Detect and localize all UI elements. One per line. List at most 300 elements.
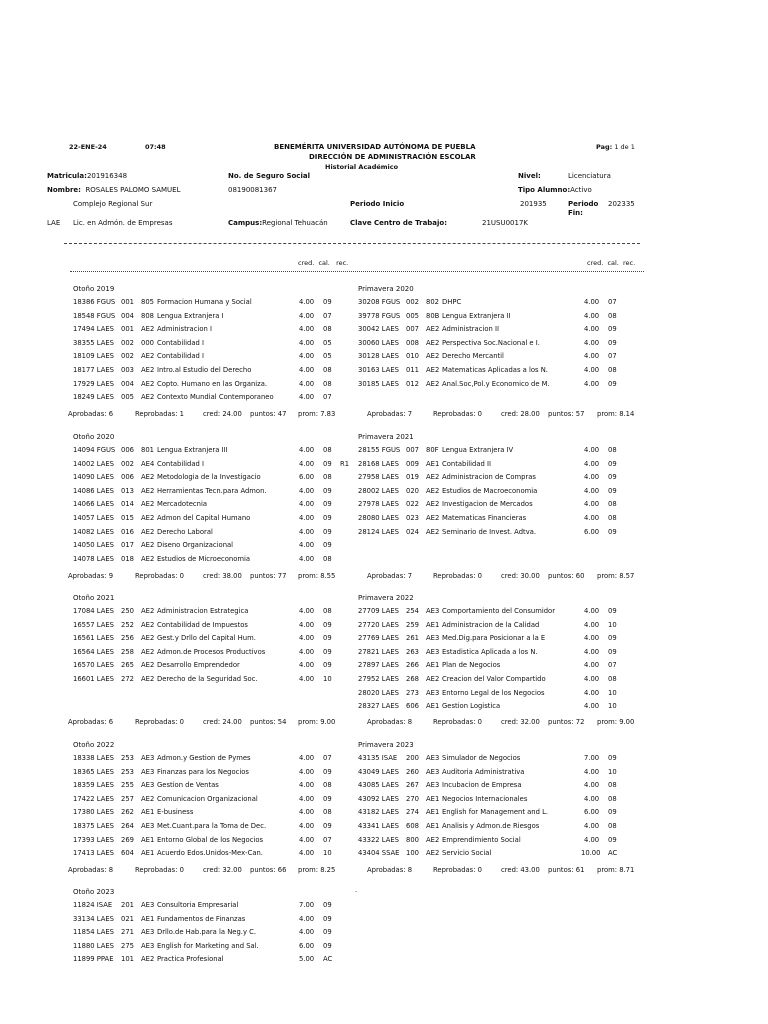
col-header-left: cred. cal. rec. (298, 259, 349, 267)
course-grade: 07 (323, 393, 332, 402)
course-name: Contabilidad I (157, 459, 204, 468)
course-name: Contexto Mundial Contemporaneo (157, 393, 274, 402)
course-credits: 4.00 (584, 767, 600, 776)
summary-cred: cred: 24.00 (203, 718, 242, 726)
summary-aprobadas: Aprobadas: 8 (367, 718, 413, 726)
course-credits: 4.00 (299, 647, 315, 656)
course-nrc: 30128 LAES (358, 352, 399, 361)
course-credits: 4.00 (584, 647, 600, 656)
course-name: Desarrollo Emprendedor (157, 661, 240, 670)
course-name: Comportamiento del Consumidor (442, 607, 555, 615)
course-credits: 4.00 (299, 352, 315, 361)
course-nrc: 16570 LAES (73, 661, 114, 670)
semester-title: Otoño 2022 (73, 741, 115, 749)
course-grade: 09 (323, 901, 332, 909)
summary-puntos: puntos: 66 (250, 866, 287, 874)
course-name: Estadistica Aplicada a los N. (442, 647, 538, 656)
course-credits: 4.00 (299, 379, 315, 388)
course-num: 259 (406, 620, 419, 629)
divider-top (64, 243, 640, 244)
document-title: Historial Académico (325, 163, 399, 171)
course-area: AE2 (141, 607, 155, 615)
course-nrc: 17380 LAES (73, 808, 114, 817)
course-area: 80B (426, 311, 440, 320)
course-grade: 09 (323, 928, 332, 937)
course-credits: 4.00 (584, 366, 600, 374)
course-name: Plan de Negocios (442, 661, 501, 670)
course-area: AE2 (426, 486, 440, 495)
course-area: AE2 (141, 634, 155, 643)
course-nrc: 28002 LAES (358, 486, 399, 495)
semester-title: Primavera 2022 (358, 594, 414, 602)
department-name: DIRECCIÓN DE ADMINISTRACIÓN ESCOLAR (309, 153, 476, 161)
course-name: Lengua Extranjera III (157, 446, 228, 454)
course-grade: 09 (323, 459, 332, 468)
course-name: Auditoria Administrativa (442, 767, 525, 776)
summary-prom: prom: 7.83 (298, 410, 336, 418)
course-grade: 09 (323, 822, 332, 830)
course-name: Comunicacion Organizacional (157, 794, 258, 803)
nss-value: 08190081367 (228, 186, 277, 194)
summary-prom: prom: 8.25 (298, 866, 336, 874)
course-area: AE2 (141, 794, 155, 803)
course-nrc: 18375 LAES (73, 822, 114, 830)
course-area: AE2 (141, 554, 155, 563)
course-nrc: 18548 FGUS (73, 311, 116, 320)
course-area: AE1 (141, 835, 155, 844)
course-num: 275 (121, 941, 134, 950)
course-grade: 07 (323, 311, 332, 320)
course-grade: 10 (323, 675, 332, 683)
course-nrc: 14094 FGUS (73, 446, 116, 454)
course-nrc: 11824 ISAE (73, 901, 113, 909)
summary-reprobadas: Reprobadas: 0 (135, 718, 184, 726)
course-nrc: 43404 SSAE (358, 849, 400, 858)
course-grade: 09 (608, 527, 617, 536)
course-area: AE2 (426, 473, 440, 482)
course-area: AE3 (141, 781, 155, 790)
course-area: AE3 (141, 941, 155, 950)
course-credits: 4.00 (299, 554, 315, 563)
semester-title: Otoño 2023 (73, 888, 115, 896)
summary-puntos: puntos: 54 (250, 718, 287, 726)
course-num: 023 (406, 514, 419, 522)
course-num: 608 (406, 822, 419, 830)
course-nrc: 16601 LAES (73, 675, 114, 683)
course-credits: 4.00 (299, 541, 315, 550)
course-area: AE3 (141, 928, 155, 937)
course-nrc: 30208 FGUS (358, 298, 401, 306)
course-num: 001 (121, 325, 134, 334)
course-area: AE2 (426, 835, 440, 844)
course-grade: 05 (323, 352, 332, 361)
course-name: Administracion de la Calidad (442, 620, 540, 629)
course-area: AE2 (141, 379, 155, 388)
course-area: 801 (141, 446, 154, 454)
course-credits: 6.00 (299, 473, 315, 482)
course-num: 016 (121, 527, 134, 536)
course-credits: 4.00 (584, 311, 600, 320)
course-credits: 4.00 (584, 822, 600, 830)
course-nrc: 27821 LAES (358, 647, 399, 656)
course-grade: 10 (608, 620, 617, 629)
course-num: 271 (121, 928, 134, 937)
course-area: AE2 (141, 661, 155, 670)
course-nrc: 43341 LAES (358, 822, 399, 830)
course-credits: 4.00 (299, 500, 315, 509)
course-area: AE3 (426, 647, 440, 656)
divider-header (70, 271, 644, 272)
course-num: 008 (406, 338, 419, 347)
course-num: 006 (121, 446, 134, 454)
course-grade: 10 (323, 849, 332, 858)
course-num: 252 (121, 620, 134, 629)
course-credits: 4.00 (584, 298, 600, 306)
course-grade: AC (323, 955, 333, 964)
course-credits: 4.00 (299, 366, 315, 374)
course-area: AE2 (141, 486, 155, 495)
course-area: AE2 (141, 352, 155, 361)
course-credits: 4.00 (584, 352, 600, 361)
course-name: Investigacion de Mercados (442, 500, 533, 509)
course-num: 012 (406, 379, 419, 388)
course-area: AE2 (426, 379, 440, 388)
course-grade: 07 (608, 661, 617, 670)
course-name: Derecho Laboral (157, 527, 213, 536)
course-name: Simulador de Negocios (442, 754, 521, 762)
course-credits: 4.00 (299, 620, 315, 629)
nivel-label: Nivel: (518, 172, 541, 180)
course-nrc: 43049 LAES (358, 767, 399, 776)
course-nrc: 30060 LAES (358, 338, 399, 347)
course-num: 007 (406, 325, 419, 334)
course-credits: 4.00 (299, 822, 315, 830)
course-num: 101 (121, 955, 134, 964)
course-grade: 10 (608, 767, 617, 776)
semester-title: Primavera 2023 (358, 741, 414, 749)
summary-prom: prom: 8.71 (597, 866, 635, 874)
course-nrc: 27958 LAES (358, 473, 399, 482)
course-credits: 4.00 (584, 486, 600, 495)
course-name: Contabilidad I (157, 352, 204, 361)
course-name: Administracion II (442, 325, 499, 334)
course-name: Administracion Estrategica (157, 607, 249, 615)
course-credits: 5.00 (299, 955, 315, 964)
course-grade: 08 (323, 366, 332, 374)
course-name: Incubacion de Empresa (442, 781, 522, 790)
course-name: Derecho de la Seguridad Soc. (157, 675, 258, 683)
course-nrc: 14050 LAES (73, 541, 114, 550)
course-area: AE2 (426, 366, 440, 374)
course-num: 005 (406, 311, 419, 320)
course-grade: 09 (608, 338, 617, 347)
course-grade: 09 (323, 500, 332, 509)
course-name: Consultoria Empresarial (157, 901, 239, 909)
course-nrc: 18386 FGUS (73, 298, 116, 306)
summary-aprobadas: Aprobadas: 8 (68, 866, 114, 874)
course-num: 002 (406, 298, 419, 306)
course-area: AE2 (426, 849, 440, 858)
course-name: Copto. Humano en las Organiza. (157, 379, 268, 388)
course-name: Herramientas Tecn.para Admon. (157, 486, 267, 495)
course-grade: 08 (608, 794, 617, 803)
course-credits: 4.00 (584, 459, 600, 468)
course-credits: 4.00 (584, 620, 600, 629)
course-nrc: 43322 LAES (358, 835, 399, 844)
summary-reprobadas: Reprobadas: 0 (433, 866, 482, 874)
nombre: Nombre: ROSALES PALOMO SAMUEL (47, 186, 181, 194)
course-area: AE1 (426, 661, 440, 670)
course-area: 808 (141, 311, 154, 320)
course-nrc: 27769 LAES (358, 634, 399, 643)
tipo-alumno: Tipo Alumno:Activo (518, 186, 592, 194)
course-name: Entorno Legal de los Negocios (442, 688, 545, 697)
summary-aprobadas: Aprobadas: 7 (367, 572, 413, 580)
course-grade: 08 (323, 325, 332, 334)
course-nrc: 17413 LAES (73, 849, 114, 858)
course-rec: R1 (340, 459, 350, 468)
summary-cred: cred: 30.00 (501, 572, 540, 580)
course-credits: 4.00 (299, 311, 315, 320)
course-name: Estudios de Macroeconomia (442, 486, 538, 495)
course-grade: 09 (323, 298, 332, 306)
periodo-fin-value: 202335 (608, 200, 635, 208)
course-name: Entorno Global de los Negocios (157, 835, 264, 844)
course-name: Estudios de Microeconomia (157, 554, 251, 563)
course-area: AE3 (426, 634, 440, 643)
course-nrc: 18365 LAES (73, 767, 114, 776)
course-grade: 09 (323, 541, 332, 550)
course-credits: 4.00 (299, 808, 315, 817)
course-area: AE1 (141, 849, 155, 858)
course-credits: 6.00 (584, 808, 600, 817)
semester-title: Primavera 2020 (358, 285, 414, 293)
course-area: AE2 (141, 500, 155, 509)
course-grade: 07 (323, 754, 332, 762)
course-nrc: 27952 LAES (358, 675, 399, 683)
course-grade: 08 (608, 781, 617, 790)
course-area: AE2 (141, 620, 155, 629)
course-nrc: 16561 LAES (73, 634, 114, 643)
course-num: 014 (121, 500, 134, 509)
summary-aprobadas: Aprobadas: 6 (68, 410, 114, 418)
course-name: Matematicas Financieras (442, 514, 527, 522)
course-grade: 09 (608, 325, 617, 334)
course-grade: 08 (323, 781, 332, 790)
course-area: AE2 (141, 647, 155, 656)
university-name: BENEMÉRITA UNIVERSIDAD AUTÓNOMA DE PUEBLA (274, 143, 476, 151)
course-name: Admon.de Procesos Productivos (157, 647, 266, 656)
course-name: English for Marketing and Sal. (157, 941, 259, 950)
course-name: E-business (157, 808, 194, 817)
nivel-value: Licenciatura (568, 172, 611, 180)
course-area: AE1 (426, 794, 440, 803)
course-credits: 4.00 (584, 500, 600, 509)
semester-title: Otoño 2020 (73, 433, 115, 441)
course-area: AE3 (426, 781, 440, 790)
course-num: 007 (406, 446, 419, 454)
course-credits: 4.00 (299, 781, 315, 790)
summary-prom: prom: 9.00 (597, 718, 635, 726)
summary-cred: cred: 32.00 (203, 866, 242, 874)
course-nrc: 30185 LAES (358, 379, 399, 388)
summary-prom: prom: 9.00 (298, 718, 336, 726)
course-credits: 4.00 (584, 446, 600, 454)
course-num: 257 (121, 794, 134, 803)
course-nrc: 28080 LAES (358, 514, 399, 522)
course-num: 201 (121, 901, 134, 909)
course-nrc: 33134 LAES (73, 914, 114, 923)
course-credits: 4.00 (299, 325, 315, 334)
course-grade: 08 (323, 379, 332, 388)
course-grade: AC (608, 849, 618, 858)
course-nrc: 27720 LAES (358, 620, 399, 629)
course-num: 263 (406, 647, 419, 656)
course-num: 254 (406, 607, 419, 615)
course-nrc: 28020 LAES (358, 688, 399, 697)
course-area: AE2 (426, 514, 440, 522)
summary-reprobadas: Reprobadas: 0 (135, 572, 184, 580)
course-num: 265 (121, 661, 134, 670)
course-credits: 4.00 (299, 914, 315, 923)
course-area: AE2 (141, 675, 155, 683)
course-nrc: 14066 LAES (73, 500, 114, 509)
course-nrc: 27897 LAES (358, 661, 399, 670)
course-nrc: 14057 LAES (73, 514, 114, 522)
summary-reprobadas: Reprobadas: 0 (433, 410, 482, 418)
course-grade: 09 (323, 914, 332, 923)
course-area: AE3 (426, 767, 440, 776)
course-name: Gestion Logistica (442, 702, 501, 711)
clave-label: Clave Centro de Trabajo: (350, 219, 448, 227)
course-num: 267 (406, 781, 419, 790)
matricula: Matricula:201916348 (47, 172, 128, 180)
course-credits: 4.00 (584, 607, 600, 615)
course-area: AE3 (141, 754, 155, 762)
course-grade: 09 (323, 767, 332, 776)
course-credits: 4.00 (299, 514, 315, 522)
course-num: 001 (121, 298, 134, 306)
course-grade: 08 (608, 500, 617, 509)
course-area: AE2 (426, 338, 440, 347)
course-nrc: 18359 LAES (73, 781, 114, 790)
course-credits: 4.00 (584, 781, 600, 790)
course-name: Creacion del Valor Compartido (442, 675, 546, 683)
summary-cred: cred: 38.00 (203, 572, 242, 580)
course-grade: 08 (608, 675, 617, 683)
course-credits: 4.00 (584, 688, 600, 697)
periodo-inicio-label: Periodo Inicio (350, 200, 405, 208)
course-grade: 07 (608, 352, 617, 361)
course-credits: 4.00 (299, 459, 315, 468)
course-num: 024 (406, 527, 419, 536)
course-name: Administracion I (157, 325, 212, 334)
course-num: 002 (121, 352, 134, 361)
course-num: 256 (121, 634, 134, 643)
programa-name: Lic. en Admón. de Empresas (73, 219, 173, 227)
course-nrc: 28124 LAES (358, 527, 399, 536)
course-credits: 4.00 (299, 446, 315, 454)
course-name: DHPC (442, 298, 462, 306)
course-grade: 09 (608, 486, 617, 495)
course-num: 606 (406, 702, 419, 711)
course-credits: 4.00 (584, 338, 600, 347)
course-num: 258 (121, 647, 134, 656)
course-num: 269 (121, 835, 134, 844)
course-name: Formacion Humana y Social (157, 298, 252, 306)
course-name: Lengua Extranjera I (157, 311, 224, 320)
course-grade: 09 (323, 941, 332, 950)
course-area: AE2 (141, 473, 155, 482)
course-name: Practica Profesional (157, 955, 224, 964)
print-time: 07:48 (145, 143, 166, 151)
course-num: 800 (406, 835, 419, 844)
course-area: AE2 (141, 527, 155, 536)
course-nrc: 16557 LAES (73, 620, 114, 629)
course-grade: 08 (323, 607, 332, 615)
course-nrc: 27709 LAES (358, 607, 399, 615)
complejo: Complejo Regional Sur (73, 200, 153, 208)
course-name: Lengua Extranjera IV (442, 446, 514, 454)
course-num: 013 (121, 486, 134, 495)
course-grade: 08 (323, 473, 332, 482)
course-name: Perspectiva Soc.Nacional e I. (442, 338, 540, 347)
course-area: AE2 (426, 527, 440, 536)
course-num: 264 (121, 822, 134, 830)
course-nrc: 43135 ISAE (358, 754, 398, 762)
course-num: 004 (121, 311, 134, 320)
course-num: 253 (121, 767, 134, 776)
course-grade: 09 (608, 808, 617, 817)
course-grade: 09 (323, 661, 332, 670)
summary-reprobadas: Reprobadas: 0 (433, 572, 482, 580)
course-num: 020 (406, 486, 419, 495)
course-name: Gest.y Drllo del Capital Hum. (157, 634, 256, 643)
course-nrc: 18109 LAES (73, 352, 114, 361)
course-credits: 4.00 (299, 928, 315, 937)
course-name: Admon del Capital Humano (157, 514, 251, 522)
course-credits: 4.00 (299, 835, 315, 844)
course-name: Fundamentos de Finanzas (157, 914, 246, 923)
course-num: 019 (406, 473, 419, 482)
course-grade: 09 (608, 473, 617, 482)
course-nrc: 18177 LAES (73, 366, 114, 374)
course-area: 80F (426, 446, 439, 454)
course-num: 100 (406, 849, 419, 858)
course-area: AE1 (141, 914, 155, 923)
course-grade: 09 (608, 379, 617, 388)
clave-value: 21USU0017K (482, 219, 529, 227)
course-nrc: 17494 LAES (73, 325, 114, 334)
course-name: Lengua Extranjera II (442, 311, 511, 320)
course-name: Matematicas Aplicadas a los N. (442, 366, 548, 374)
summary-puntos: puntos: 61 (548, 866, 585, 874)
course-area: AE2 (426, 352, 440, 361)
campus: Campus:Regional Tehuacán (228, 219, 328, 227)
course-grade: 08 (608, 822, 617, 830)
course-name: Servicio Social (442, 849, 492, 858)
course-name: Seminario de Invest. Adtva. (442, 527, 537, 536)
course-area: AE3 (141, 822, 155, 830)
print-date: 22-ENE-24 (69, 143, 107, 151)
course-nrc: 17393 LAES (73, 835, 114, 844)
course-nrc: 28327 LAES (358, 702, 399, 711)
course-grade: 08 (608, 311, 617, 320)
course-credits: 4.00 (584, 675, 600, 683)
course-name: Contabilidad de Impuestos (157, 620, 248, 629)
course-grade: 08 (608, 366, 617, 374)
course-num: 253 (121, 754, 134, 762)
